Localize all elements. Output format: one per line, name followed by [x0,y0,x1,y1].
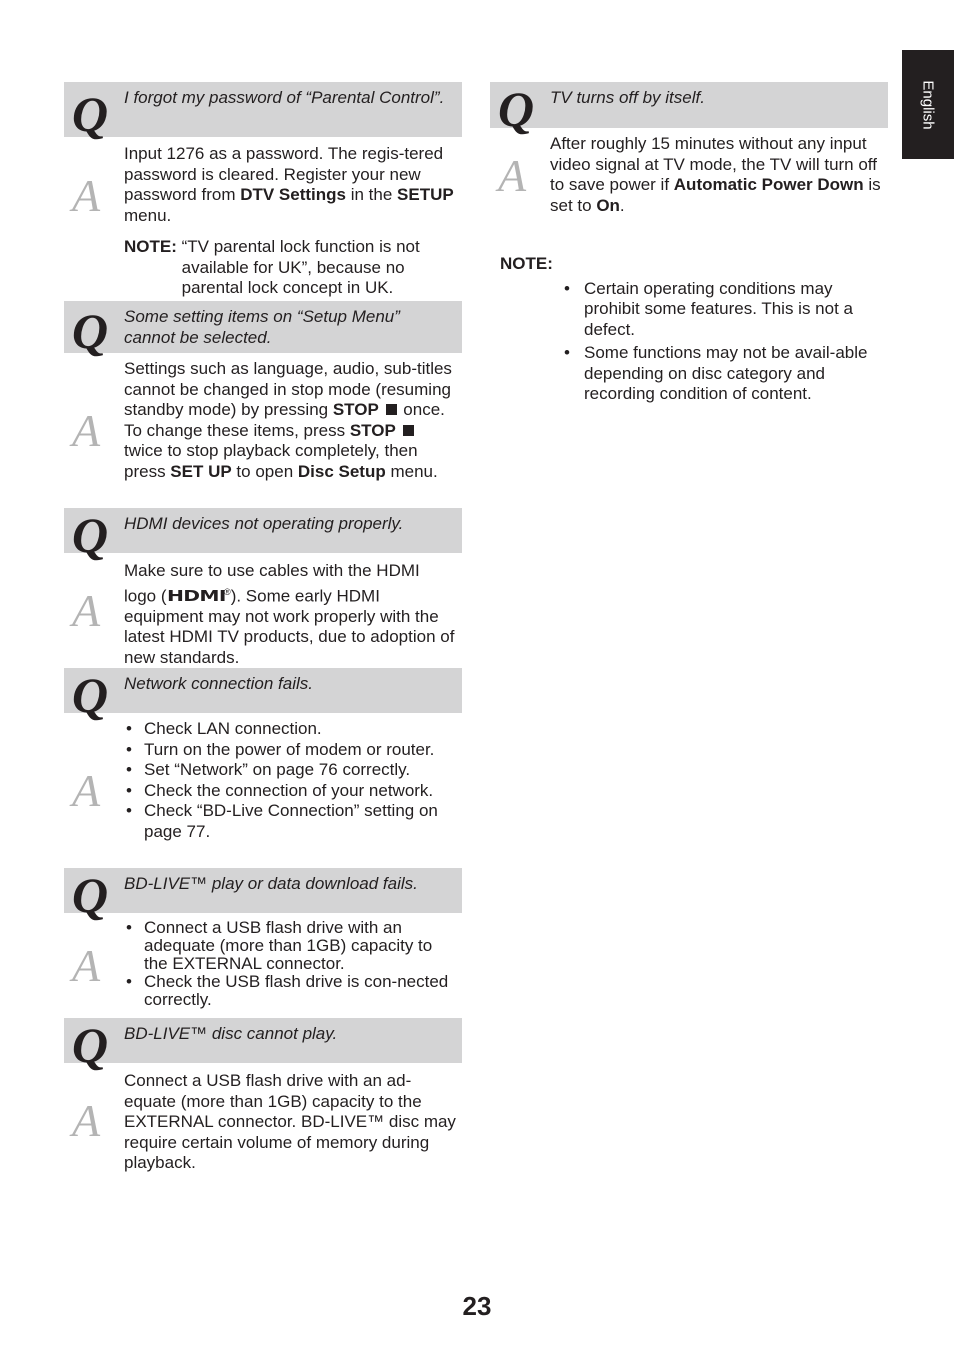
question-bd-live-disc [64,1016,462,1073]
a-mark-icon: A [72,1094,101,1146]
list-item: • Set “Network” on page 76 correctly. [124,760,456,781]
q-mark-icon: Q [72,303,109,359]
list-item: • Check the connection of your network. [124,781,456,802]
question-text: HDMI devices not operating properly. [124,514,404,533]
note-text: “TV parental lock function is not available for UK”, because no parental lock concept in UK. [181,237,420,297]
list-item: • Check “BD-Live Connection” setting on page 77. [124,801,456,842]
answer-span: . [619,195,625,215]
a-mark-icon: A [72,404,101,456]
answer-span: once. To change these items, press [124,400,445,440]
q-mark-icon: Q [498,81,535,137]
language-tab-label: English [919,79,937,130]
setting-value: On [596,195,620,215]
answer-span: menu. [385,461,438,481]
q-mark-icon: Q [72,85,109,142]
answer-span: in the [346,185,398,204]
bullet-list [124,919,456,1009]
answer-span: twice to stop playback completely, then press [124,441,418,481]
note [124,237,456,299]
answer-span: menu. [124,205,172,225]
question-tv-turns-off [490,81,888,137]
answer-text [124,561,456,668]
q-mark-icon: Q [72,1016,109,1073]
a-mark-icon: A [72,939,101,991]
right-column [490,82,888,224]
bullet-list [124,719,456,842]
list-item: • Check LAN connection. [124,719,456,740]
question-text: BD-LIVE™ play or data download fails. [124,874,418,893]
question-hdmi [64,506,462,563]
question-text: TV turns off by itself. [550,88,705,107]
list-item: • Some functions may not be avail-able depending on disc category and recording condition of content. [564,343,880,405]
answer-span: Settings such as language, audio, sub-titles cannot be changed in stop mode (resuming standby mode) by pressing [124,359,452,419]
button-name: STOP [332,400,379,419]
menu-name: SETUP [397,185,454,204]
answer-setup-menu [64,353,462,508]
a-mark-icon: A [72,584,101,636]
right-note [500,254,880,408]
question-password [64,82,462,142]
question-text: I forgot my password of “Parental Control”. [124,88,445,107]
question-text: Some setting items on “Setup Menu” cannot be selected. [124,307,400,347]
question-text: BD-LIVE™ disc cannot play. [124,1024,338,1043]
setting-name: Automatic Power Down [673,175,864,194]
answer-span: After roughly 15 minutes without any input video signal at TV mode, the TV will turn off to save power if [550,134,877,194]
menu-name: DTV Settings [240,185,346,204]
answer-bd-live-disc [64,1063,462,1178]
answer-network [64,713,462,868]
q-mark-icon: Q [72,666,109,723]
a-mark-icon: A [72,764,101,816]
button-name: STOP [349,420,396,440]
left-column [64,82,462,1178]
answer-span: to open [231,461,298,481]
q-mark-icon: Q [72,506,109,563]
answer-text [124,359,456,482]
list-item: • Certain operating conditions may prohibit some features. This is not a defect. [564,279,880,341]
answer-text [124,144,456,226]
note-label: NOTE: [500,254,553,273]
list-item: • Check the USB flash drive is con-nected correctly. [124,973,456,1009]
answer-tv-turns-off [490,128,888,224]
menu-name: Disc Setup [297,461,386,481]
answer-hdmi [64,553,462,668]
question-setup-menu [64,301,462,359]
question-network [64,666,462,723]
list-item: • Connect a USB flash drive with an adequate (more than 1GB) capacity to the EXTERNAL connector. [124,919,456,973]
a-mark-icon: A [498,150,527,201]
language-tab [902,50,954,159]
answer-text [550,134,882,216]
answer-span: Make sure to use cables with the HDMI logo ( [124,561,420,606]
answer-password [64,137,462,301]
hdmi-logo-icon: HDMI [166,587,226,606]
question-bd-live-download [64,866,462,923]
answer-text: Connect a USB flash drive with an ad-equate (more than 1GB) capacity to the EXTERNAL connector. BD-LIVE™ disc may require certain volume of memory during playback. [124,1071,456,1172]
answer-span: ). Some early HDMI equipment may not work properly with the latest HDMI TV products, due to adoption of new standards. [124,586,455,667]
list-item: • Turn on the power of modem or router. [124,740,456,761]
answer-span: Input 1276 as a password. The regis-tered password is cleared. Register your new password from [124,144,444,204]
page-number: 23 [462,1291,492,1321]
stop-icon [386,404,397,415]
a-mark-icon: A [72,170,101,222]
question-text: Network connection fails. [124,674,313,693]
registered-mark: ® [224,586,231,597]
q-mark-icon: Q [72,866,109,923]
answer-bd-live-download [64,913,462,1018]
button-name: SET UP [170,461,232,481]
note-label: NOTE: [124,237,182,256]
stop-icon [403,425,414,436]
answer-span: is set to [550,175,881,215]
note-bullet-list [500,279,880,405]
